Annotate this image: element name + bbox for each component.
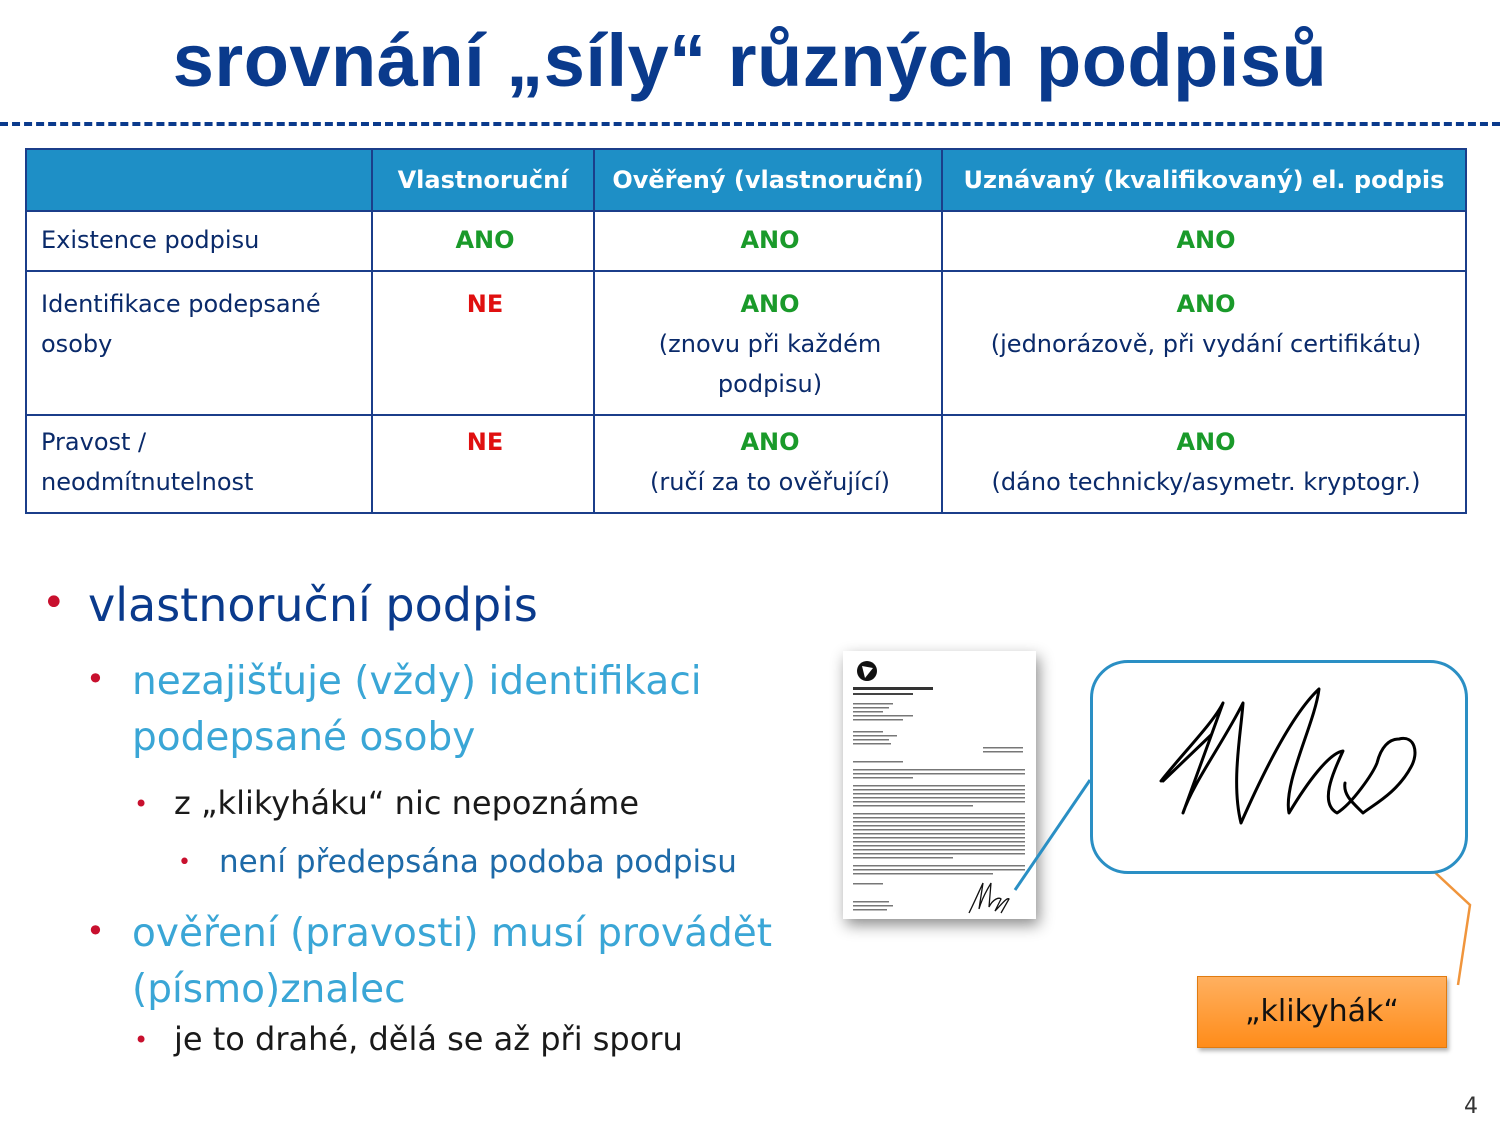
table-cell	[594, 271, 942, 415]
signature-scribble-image	[1093, 663, 1465, 871]
comparison-table	[25, 148, 1467, 514]
row-label: Existence podpisu	[26, 211, 372, 271]
status-value: ANO	[1176, 290, 1236, 318]
status-note: (ručí za to ověřující)	[650, 468, 890, 496]
table-cell	[372, 211, 594, 271]
status-note: (dáno technicky/asymetr. kryptogr.)	[991, 468, 1421, 496]
letter-graphic	[843, 651, 1036, 919]
table-header-cell: Uznávaný (kvalifikovaný) el. podpis	[942, 149, 1466, 211]
status-value: ANO	[740, 226, 800, 254]
table-row	[26, 415, 1466, 513]
bullet-level2: nezajišťuje (vždy) identifikaci podepsané osoby	[132, 659, 702, 760]
table-row	[26, 211, 1466, 271]
klikyhak-callout: „klikyhák“	[1197, 976, 1447, 1048]
row-label: Identifikace podepsané osoby	[26, 271, 372, 415]
bullet-dot: •	[42, 580, 66, 626]
bullet-level4: není předepsána podoba podpisu	[219, 844, 737, 880]
bullet-level1: vlastnoruční podpis	[88, 578, 538, 632]
page-number: 4	[1464, 1094, 1478, 1119]
table-cell	[594, 211, 942, 271]
status-value: ANO	[740, 290, 800, 318]
row-label: Pravost / neodmítnutelnost	[26, 415, 372, 513]
bullet-dot: •	[134, 1026, 149, 1054]
table-cell	[594, 415, 942, 513]
status-value: ANO	[740, 428, 800, 456]
status-value: ANO	[455, 226, 515, 254]
table-cell	[942, 415, 1466, 513]
bullet-dot: •	[178, 850, 191, 875]
table-row	[26, 271, 1466, 415]
bullet-level3: z „klikyháku“ nic nepoznáme	[174, 784, 639, 822]
table-cell	[942, 271, 1466, 415]
bullet-dot: •	[86, 660, 105, 698]
table-cell	[372, 271, 594, 415]
table-header-row	[26, 149, 1466, 211]
bullet-level3: je to drahé, dělá se až při sporu	[174, 1020, 683, 1058]
signature-zoom-bubble	[1090, 660, 1468, 874]
table-cell	[942, 211, 1466, 271]
table-header-cell: Vlastnoruční	[372, 149, 594, 211]
bullet-dot: •	[134, 790, 149, 818]
status-value: ANO	[1176, 428, 1236, 456]
bullet-level2: ověření (pravosti) musí provádět (písmo)znalec	[132, 911, 773, 1012]
table-header-cell: Ověřený (vlastnoruční)	[594, 149, 942, 211]
table-cell	[372, 415, 594, 513]
status-value: NE	[466, 290, 504, 318]
slide-title: srovnání „síly“ různých podpisů	[172, 19, 1328, 102]
status-value: NE	[466, 428, 504, 456]
table-header-cell	[26, 149, 372, 211]
bullet-dot: •	[86, 912, 105, 950]
title-divider	[0, 122, 1500, 126]
letter-thumbnail-image	[843, 651, 1036, 919]
status-note: (jednorázově, při vydání certifikátu)	[990, 330, 1422, 358]
status-note: (znovu při každém podpisu)	[658, 330, 882, 398]
status-value: ANO	[1176, 226, 1236, 254]
